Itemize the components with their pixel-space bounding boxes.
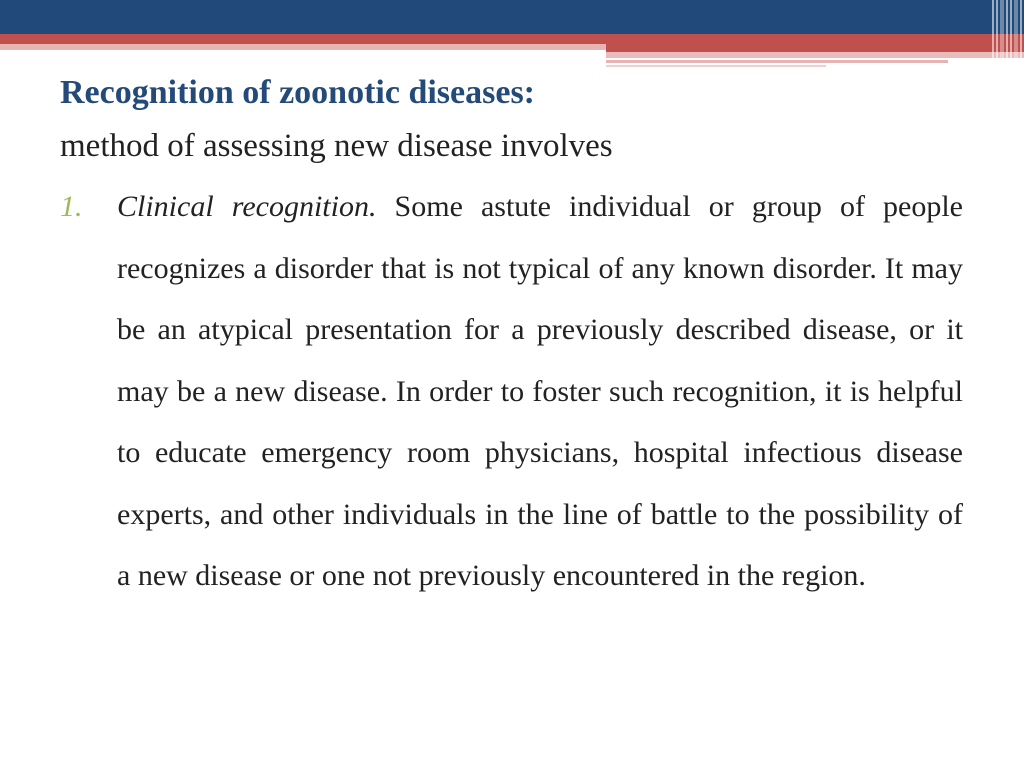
banner-stripe [1020, 0, 1022, 70]
banner-stripe [1014, 0, 1018, 70]
list-item-text: Some astute individual or group of people recognizes a disorder that is not typical of any known disorder. It may be an atypical presentation for a previously described disease, or it may be a new disease. In order to foster such recognition, it is helpful to educate emergency room physicians, hospital infectious disease experts, and other individuals in the line of battle to the possibility of a new disease or one not previously encountered in the region. [117, 190, 963, 592]
banner-corner-stripes [992, 0, 1024, 70]
banner-stripe [1010, 0, 1012, 70]
banner-stripe [992, 0, 994, 70]
banner-pink-bar-left [0, 44, 606, 50]
banner-stripe [996, 0, 998, 70]
banner-stripe [1006, 0, 1008, 70]
banner-blue-bar [0, 0, 1024, 34]
slide-title: Recognition of zoonotic diseases: [60, 74, 536, 111]
banner-thin-line-1 [606, 60, 948, 63]
slide-subtitle: method of assessing new disease involves [60, 128, 613, 164]
banner-pink-bar-right [606, 52, 1024, 58]
list-item-number: 1. [60, 190, 83, 223]
list-item-heading: Clinical recognition. [117, 190, 377, 223]
banner-red-bar-left [0, 34, 606, 44]
banner-stripe [1000, 0, 1004, 70]
banner-red-bar-right [606, 34, 1024, 52]
banner-thin-line-2 [606, 65, 826, 67]
list-item-body [117, 176, 963, 607]
